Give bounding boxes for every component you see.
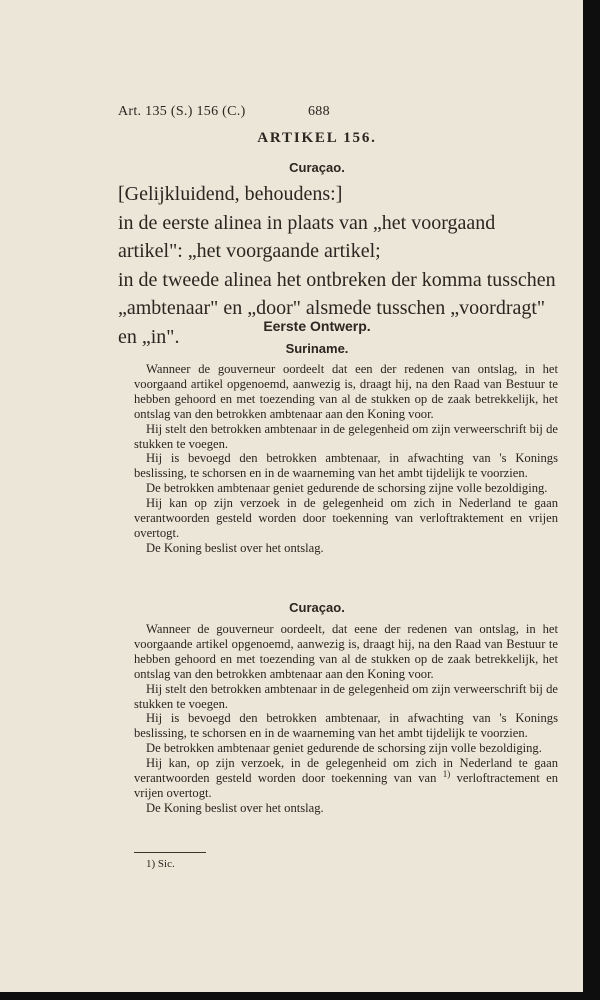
paragraph xyxy=(134,756,558,801)
paragraph-text: Hij kan, op zijn verzoek, in de gelegenheid om zich in Nederland te gaan verantwoorden gesteld worden door toekenning van van xyxy=(134,756,558,786)
page-number: 688 xyxy=(308,104,330,119)
paragraph: Wanneer de gouverneur oordeelt dat een der redenen van ontslag, in het voorgaand artikel opgenoemd, aanwezig is, draagt hij, na den Raad van Bestuur te hebben gehoord en met toezending van al de stukken op de zaak betrekkelijk, het ontslag van den betrokken ambtenaar aan den Koning voor. xyxy=(134,362,558,421)
paragraph-text: verloftractement en vrijen overtogt. xyxy=(134,771,559,800)
paragraph: Hij stelt den betrokken ambtenaar in de gelegenheid om zijn verweerschrift bij de stukken te voegen. xyxy=(134,421,558,451)
paragraph: De Koning beslist over het ontslag. xyxy=(146,800,324,815)
concordance-line: [Gelijkluidend, behoudens:] xyxy=(118,183,343,205)
footnote-reference: 1) xyxy=(442,768,451,779)
article-title: ARTIKEL 156. xyxy=(257,130,377,146)
paragraph: De betrokken ambtenaar geniet gedurende de schorsing zijne volle bezoldiging. xyxy=(146,481,548,496)
paragraph: Hij stelt den betrokken ambtenaar in de gelegenheid om zijn verweerschrift bij de stukken te voegen. xyxy=(134,681,558,711)
section-heading-curacao-2: Curaçao. xyxy=(289,600,345,615)
paragraph: De Koning beslist over het ontslag. xyxy=(146,540,324,555)
concordance-line: in de tweede alinea het ontbreken der komma tusschen „ambtenaar" en „door" alsmede tusschen „voordragt" en „in". xyxy=(118,268,556,348)
running-head: Art. 135 (S.) 156 (C.) xyxy=(118,104,246,119)
suriname-text xyxy=(134,362,558,556)
first-draft-heading: Eerste Ontwerp. xyxy=(263,318,371,334)
footnote-divider xyxy=(134,852,206,853)
paragraph: Hij is bevoegd den betrokken ambtenaar, in afwachting van 's Konings beslissing, te schorsen en in de waarneming van het ambt tijdelijk te voorzien. xyxy=(134,451,558,481)
curacao-text xyxy=(134,622,558,816)
section-heading-suriname: Suriname. xyxy=(285,341,349,356)
paragraph: Hij is bevoegd den betrokken ambtenaar, in afwachting van 's Konings beslissing, te schorsen en in de waarneming van het ambt tijdelijk te voorzien. xyxy=(134,711,558,741)
concordance-line: in de eerste alinea in plaats van „het voorgaand artikel": „het voorgaande artikel; xyxy=(118,211,496,262)
paragraph: Wanneer de gouverneur oordeelt, dat eene der redenen van ontslag, in het voorgaande artikel opgenoemd, aanwezig is, draagt hij, na den Raad van Bestuur te hebben gehoord en met toezending van al de stukken op de zaak betrekkelijk, het ontslag van den betrokken ambtenaar aan den Koning voor. xyxy=(134,622,558,681)
footnote-marker: 1) xyxy=(146,858,156,870)
section-heading-curacao: Curaçao. xyxy=(289,160,345,175)
footnote-text: Sic. xyxy=(157,858,175,870)
paragraph: De betrokken ambtenaar geniet gedurende de schorsing zijn volle bezoldiging. xyxy=(146,741,542,756)
footnote xyxy=(146,858,175,870)
paragraph: Hij kan op zijn verzoek in de gelegenheid om zich in Nederland te gaan verantwoorden gesteld worden door toekenning van verloftraktement en vrijen overtogt. xyxy=(134,496,558,540)
running-header xyxy=(118,104,330,120)
